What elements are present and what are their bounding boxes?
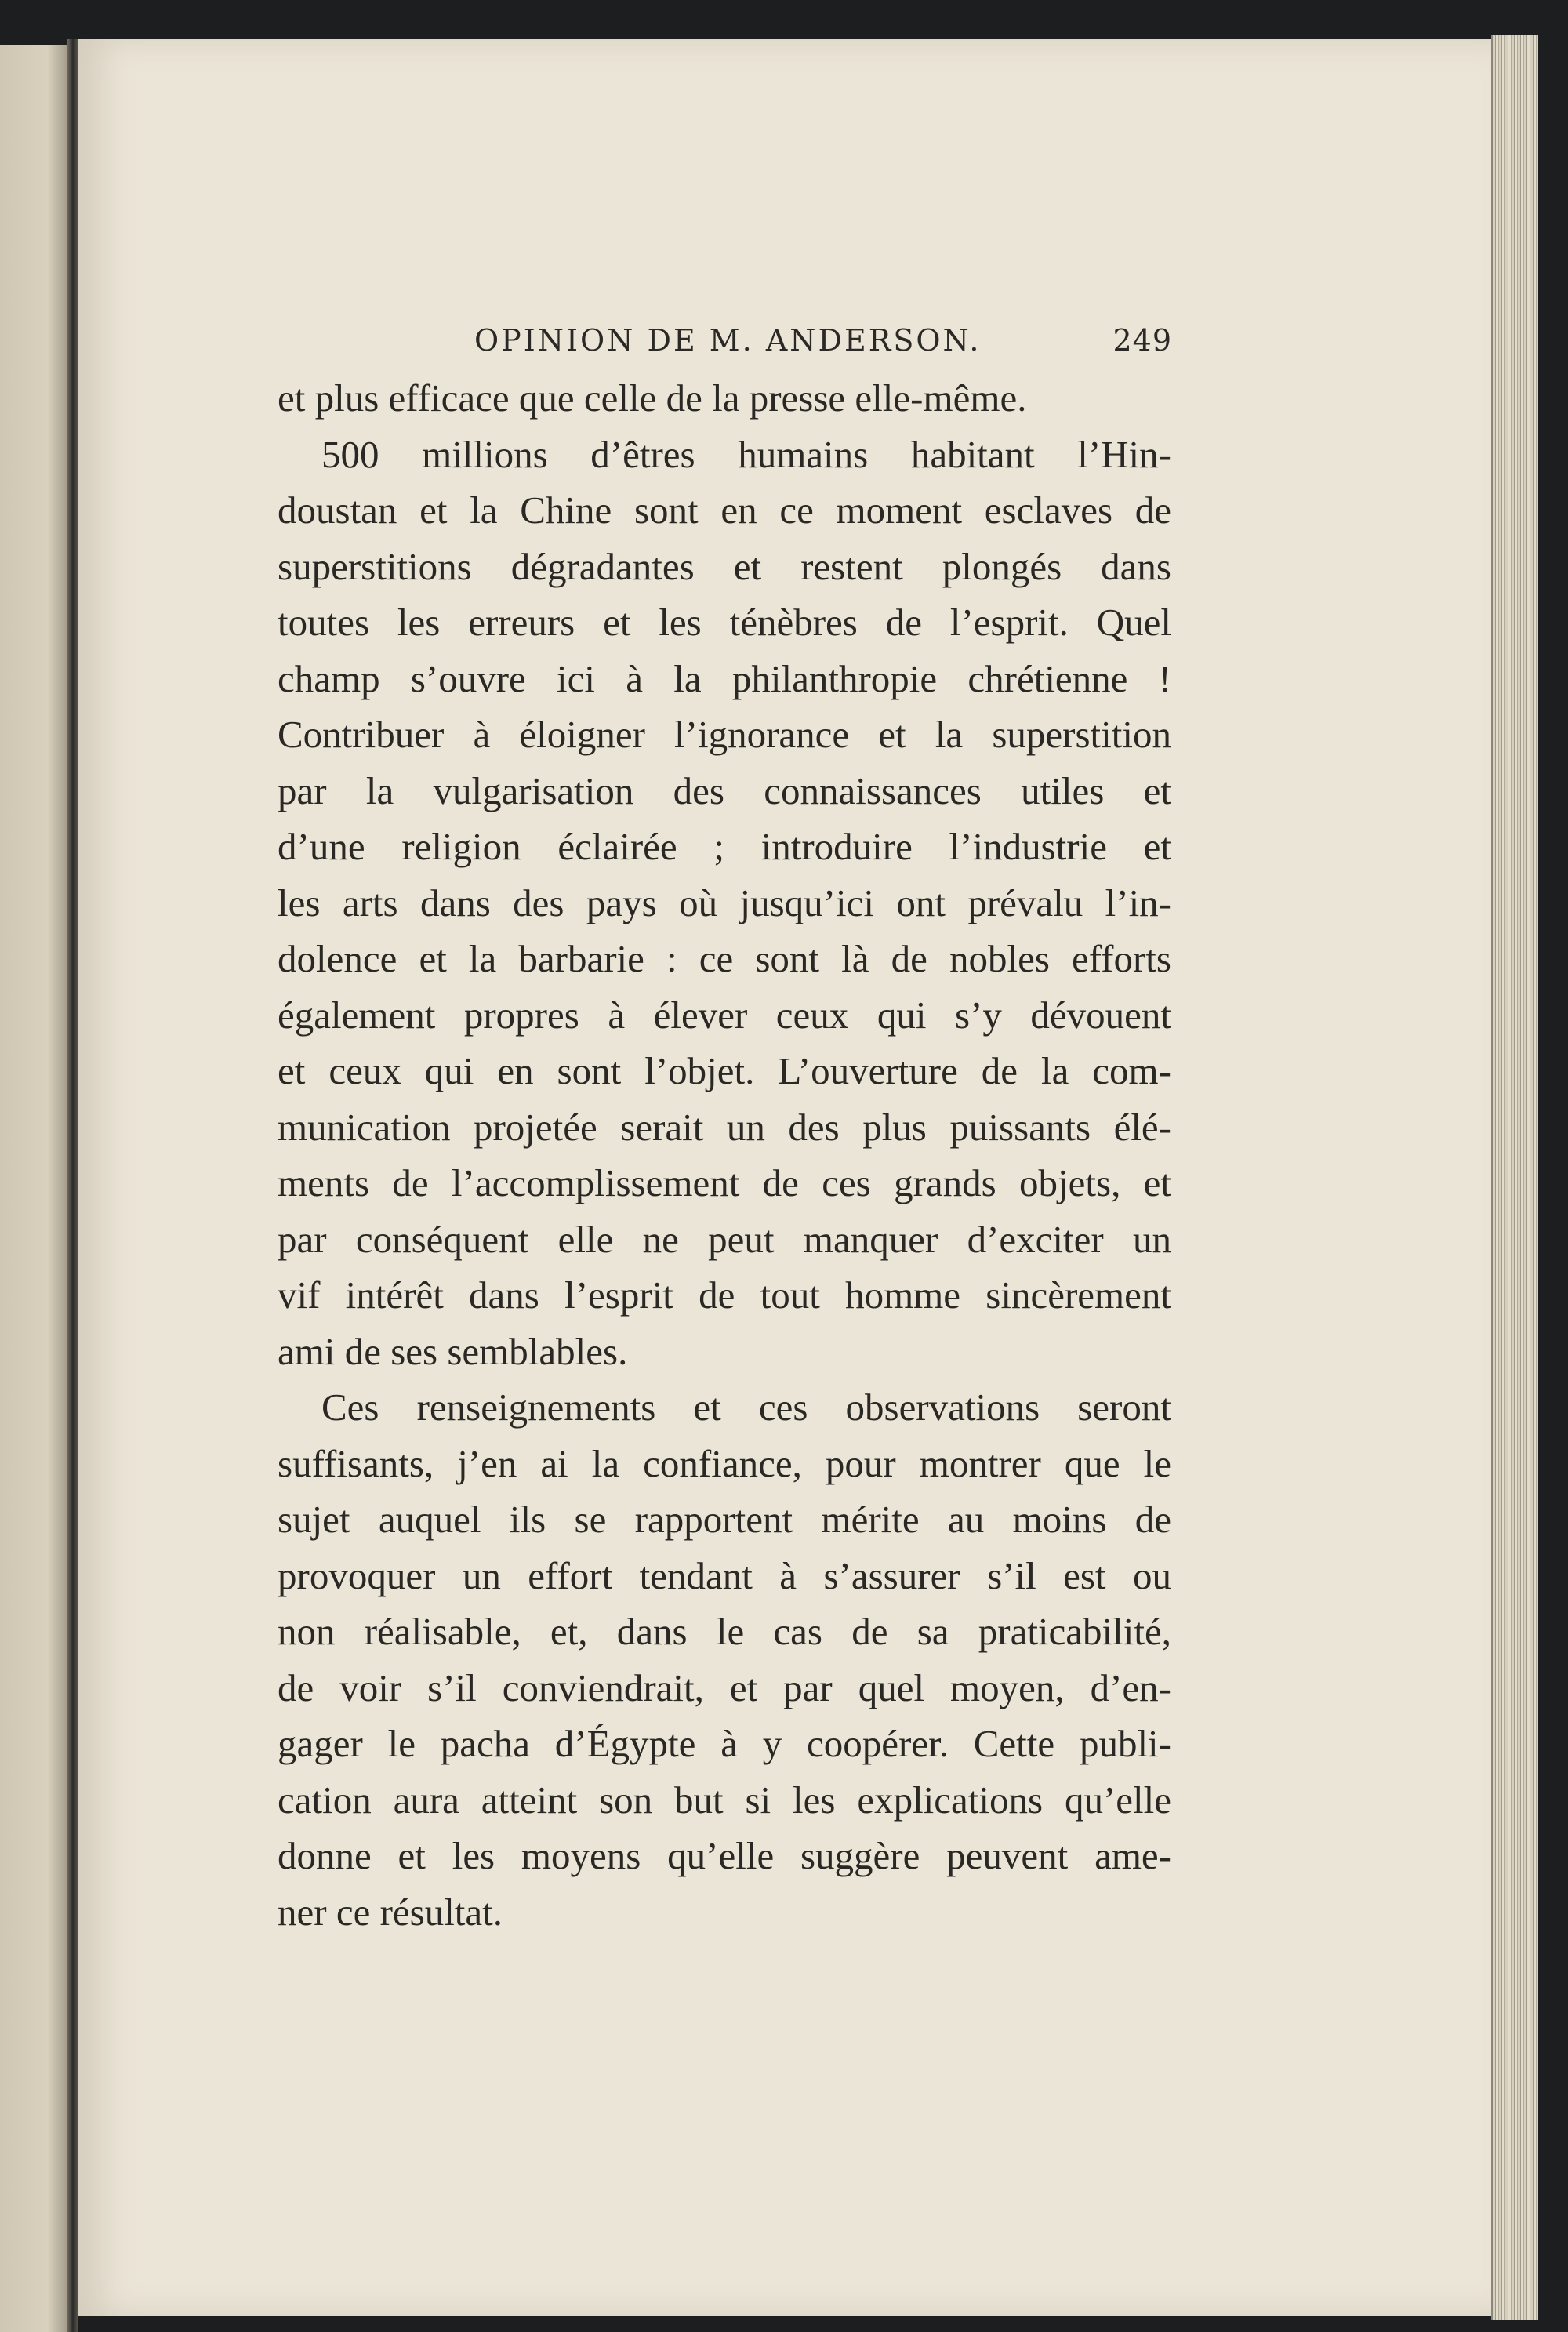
text-line: de voir s’il conviendrait, et par quel moyen, d’en- xyxy=(278,1665,1171,1709)
text-line: et plus efficace que celle de la presse elle-même. xyxy=(278,376,1027,420)
text-line: toutes les erreurs et les ténèbres de l’esprit. Quel xyxy=(278,601,1171,644)
text-line: vif intérêt dans l’esprit de tout homme sincèrement xyxy=(278,1273,1171,1317)
running-title: OPINION DE M. ANDERSON. xyxy=(474,323,982,358)
text-line: ments de l’accomplissement de ces grands objets, et xyxy=(278,1161,1171,1204)
paragraph xyxy=(278,1379,1171,1940)
text-line: et ceux qui en sont l’objet. L’ouverture de la com- xyxy=(278,1049,1171,1092)
text-line: 500 millions d’êtres humains habitant l’Hin- xyxy=(321,432,1171,476)
text-line: munication projetée serait un des plus puissants élé- xyxy=(278,1105,1171,1149)
text-line: ner ce résultat. xyxy=(278,1890,503,1934)
text-line: les arts dans des pays où jusqu’ici ont prévalu l’in- xyxy=(278,881,1171,924)
facing-page-edge xyxy=(0,45,67,2332)
text-line: donne et les moyens qu’elle suggère peuvent ame- xyxy=(278,1834,1171,1877)
text-line: suffisants, j’en ai la confiance, pour montrer que le xyxy=(278,1441,1171,1485)
text-line: ami de ses semblables. xyxy=(278,1329,628,1373)
text-line: Ces renseignements et ces observations seront xyxy=(321,1386,1171,1429)
page-number: 249 xyxy=(1112,323,1172,358)
text-line: également propres à élever ceux qui s’y dévouent xyxy=(278,993,1171,1037)
text-line: par la vulgarisation des connaissances utiles et xyxy=(278,768,1171,812)
text-line: gager le pacha d’Égypte à y coopérer. Cette publi- xyxy=(278,1722,1171,1765)
text-line: d’une religion éclairée ; introduire l’industrie et xyxy=(278,825,1171,868)
paragraph xyxy=(278,427,1171,1380)
text-line: superstitions dégradantes et restent plongés dans xyxy=(278,544,1171,588)
text-line: sujet auquel ils se rapportent mérite au moins de xyxy=(278,1498,1171,1541)
text-line: dolence et la barbarie : ce sont là de nobles efforts xyxy=(278,937,1171,980)
text-line: champ s’ouvre ici à la philanthropie chrétienne ! xyxy=(278,656,1171,700)
text-line: cation aura atteint son but si les explications qu’elle xyxy=(278,1778,1171,1822)
paragraph xyxy=(278,370,1171,427)
text-line: non réalisable, et, dans le cas de sa praticabilité, xyxy=(278,1610,1171,1653)
text-line: doustan et la Chine sont en ce moment esclaves de xyxy=(278,489,1171,532)
text-line: par conséquent elle ne peut manquer d’exciter un xyxy=(278,1217,1171,1261)
page-stack-edges xyxy=(1491,35,1538,2320)
page-header xyxy=(474,323,1172,370)
book-gutter xyxy=(67,39,78,2332)
text-line: provoquer un effort tendant à s’assurer s’il est ou xyxy=(278,1553,1171,1597)
text-line: Contribuer à éloigner l’ignorance et la superstition xyxy=(278,713,1171,756)
body-text xyxy=(278,370,1171,1940)
